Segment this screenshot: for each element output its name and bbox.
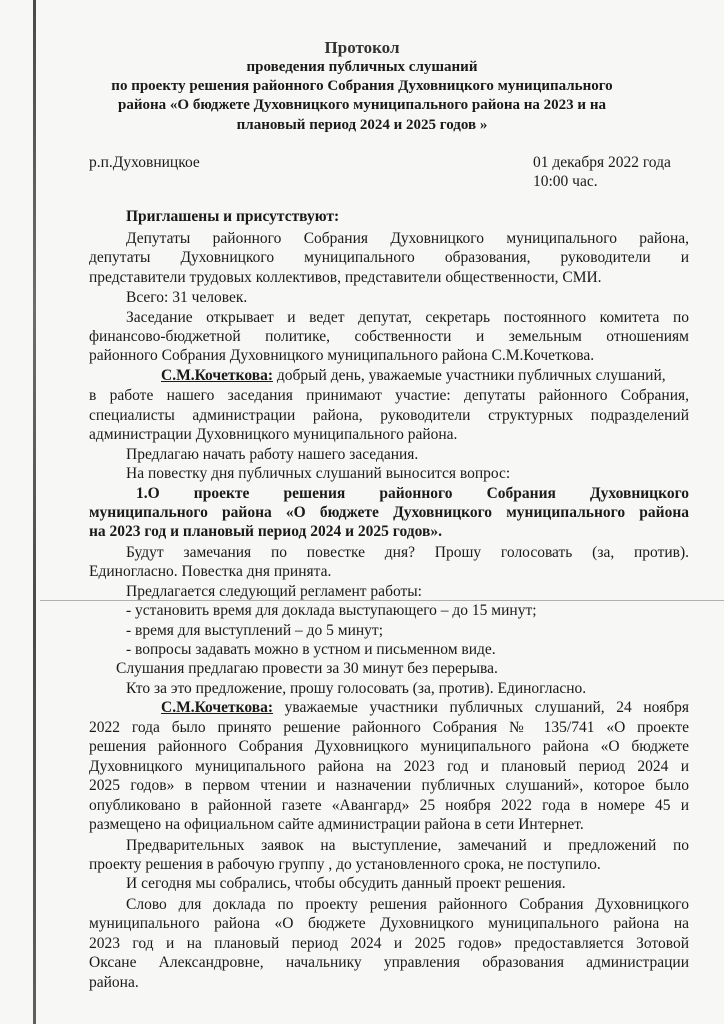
heading-line-1: проведения публичных слушаний: [246, 59, 478, 75]
speaker-text: уважаемые участники публичных слушаний, 24 ноября: [273, 699, 689, 716]
speaker-name: С.М.Кочеткова:: [161, 699, 273, 716]
text-line: На повестку дня публичных слушаний выносится вопрос:: [126, 465, 511, 482]
text-line: Всего: 31 человек.: [126, 289, 248, 306]
text-line: в работе нашего заседания принимают участие: депутаты районного Собрания,: [89, 387, 689, 404]
speaker-name: С.М.Кочеткова:: [161, 367, 273, 384]
place: р.п.Духовницкое: [89, 154, 200, 171]
text-line: Оксане Александровне, начальнику управления образования администрации: [89, 954, 689, 971]
list-item: - вопросы задавать можно в устном и письменном виде.: [126, 641, 496, 658]
text-line: 2025 годов» в первом чтении и назначении публичных слушаний», которое было: [89, 777, 689, 794]
text-line: Слово для доклада по проекту решения районного Собрания Духовницкого: [126, 896, 689, 913]
text-line: районного Собрания Духовницкого муниципального района С.М.Кочеткова.: [89, 347, 595, 364]
text-line: Заседание открывает и ведет депутат, секретарь постоянного комитета по: [126, 309, 689, 326]
text-line: И сегодня мы собрались, чтобы обсудить данный проект решения.: [126, 875, 566, 892]
heading-line-4: плановый период 2024 и 2025 годов »: [236, 117, 488, 133]
speaker-line: [161, 366, 689, 385]
text-line: опубликовано в районной газете «Авангард» 25 ноября 2022 года в номере 45 и: [89, 797, 689, 814]
agenda-item: на 2023 год и плановый период 2024 и 2025 годов».: [89, 523, 442, 540]
speaker-line: [161, 698, 689, 717]
text-line: проекту решения в рабочую группу , до установленного срока, не поступило.: [89, 856, 601, 873]
text-line: решения районного Собрания Духовницкого муниципального района «О бюджете: [89, 738, 689, 755]
list-item: - установить время для доклада выступающего – до 15 минут;: [126, 602, 537, 619]
attendees-heading: Приглашены и присутствуют:: [126, 208, 340, 225]
text-line: Предварительных заявок на выступление, замечаний и предложений по: [126, 837, 689, 854]
agenda-item: муниципального района «О бюджете Духовницкого муниципального района: [89, 504, 689, 521]
text-line: финансово-бюджетной политике, собственности и земельным отношениям: [89, 328, 689, 345]
text-line: размещено на официальном сайте администрации района в сети Интернет.: [89, 816, 584, 833]
document-title: Протокол: [324, 38, 400, 57]
text-line: Единогласно. Повестка дня принята.: [89, 563, 332, 580]
agenda-item: 1.О проекте решения районного Собрания Духовницкого: [136, 485, 689, 502]
text-line: района.: [89, 974, 139, 991]
time: 10:00 час.: [533, 173, 598, 190]
text-line: администрации Духовницкого муниципального района.: [89, 426, 458, 443]
text-line: Предлагаю начать работу нашего заседания.: [126, 446, 419, 463]
text-line: специалисты администрации района, руководители структурных подразделений: [89, 407, 689, 424]
text-line: депутаты Духовницкого муниципального образования, руководители и: [89, 249, 689, 266]
heading-line-2: по проекту решения районного Собрания Духовницкого муниципального: [111, 78, 613, 94]
text-line: Будут замечания по повестке дня? Прошу голосовать (за, против).: [126, 544, 689, 561]
speaker-text: добрый день, уважаемые участники публичных слушаний,: [273, 367, 666, 384]
text-line: представители трудовых коллективов, представители общественности, СМИ.: [89, 269, 602, 286]
text-line: Слушания предлагаю провести за 30 минут без перерыва.: [116, 660, 498, 677]
list-item: - время для выступлений – до 5 минут;: [126, 622, 384, 639]
text-line: Депутаты районного Собрания Духовницкого муниципального района,: [126, 230, 689, 247]
text-line: 2023 год и на плановый период 2024 и 2025 годов» предоставляется Зотовой: [89, 935, 689, 952]
heading-line-3: района «О бюджете Духовницкого муниципального района на 2023 и на: [118, 97, 606, 113]
text-line: Духовницкого муниципального района на 2023 год и плановый период 2024 и: [89, 758, 689, 775]
text-line: муниципального района «О бюджете Духовницкого муниципального района на: [89, 915, 689, 932]
date: 01 декабря 2022 года: [533, 154, 671, 171]
text-line: Кто за это предложение, прошу голосовать (за, против). Единогласно.: [126, 680, 587, 697]
text-line: Предлагается следующий регламент работы:: [126, 583, 422, 600]
text-line: 2022 года было принято решение районного Собрания № 135/741 «О проекте: [89, 719, 689, 736]
